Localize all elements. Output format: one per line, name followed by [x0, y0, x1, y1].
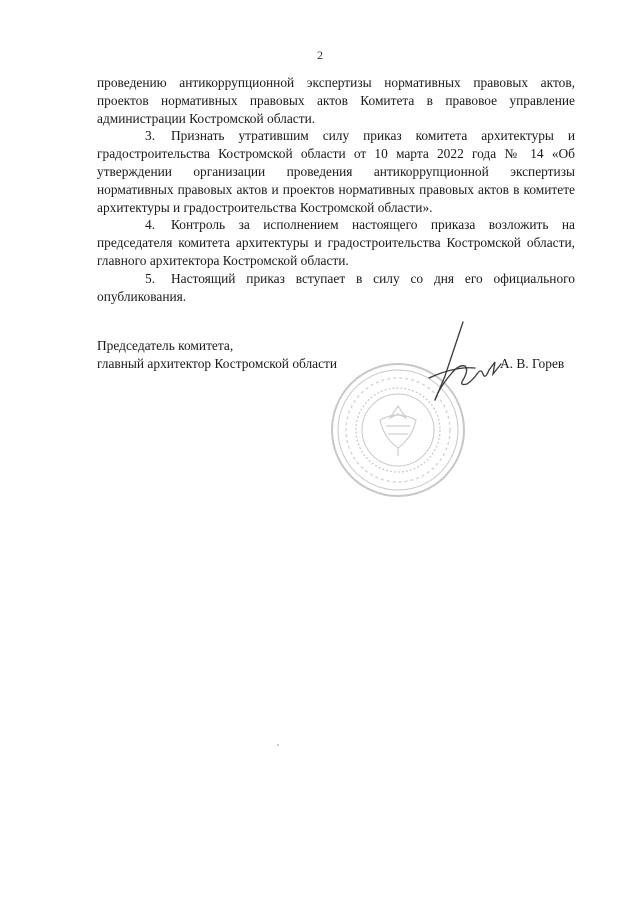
signatory-position-line2: главный архитектор Костромской области — [97, 356, 338, 371]
paragraph-3-number: 3. — [145, 128, 156, 144]
paragraph-continuation: проведению антикоррупционной экспертизы нормативных правовых актов, проектов нормативных правовых актов Комитета в правовое управление администрации Костромской области. — [97, 75, 575, 126]
signatory-name: А. В. Горев — [500, 356, 565, 371]
paragraph-4-number: 4. — [145, 217, 156, 233]
paragraph-3 — [97, 127, 575, 216]
signatory-position-line1: Председатель комитета, — [97, 338, 234, 353]
document-body — [97, 74, 575, 305]
paragraph-4-text: Контроль за исполнением настоящего приказа возложить на председателя комитета архитектуры и градостроительства Костромской области, главного архитектора Костромской области. — [97, 217, 575, 268]
paragraph-5-text: Настоящий приказ вступает в силу со дня его официального опубликования. — [97, 270, 575, 304]
scan-speck — [277, 744, 279, 746]
paragraph-5-number: 5. — [145, 270, 156, 286]
paragraph-5 — [97, 270, 575, 306]
paragraph-4 — [97, 216, 575, 269]
page-number: 2 — [317, 48, 323, 62]
paragraph-3-text: Признать утратившим силу приказ комитета архитектуры и градостроительства Костромской области от 10 марта 2022 года № 14 «Об утверждении организации проведения антикоррупционной экспертизы нормативных правовых актов и проектов нормативных правовых актов в комитете архитектуры и градостроительства Костромской области». — [97, 128, 575, 215]
